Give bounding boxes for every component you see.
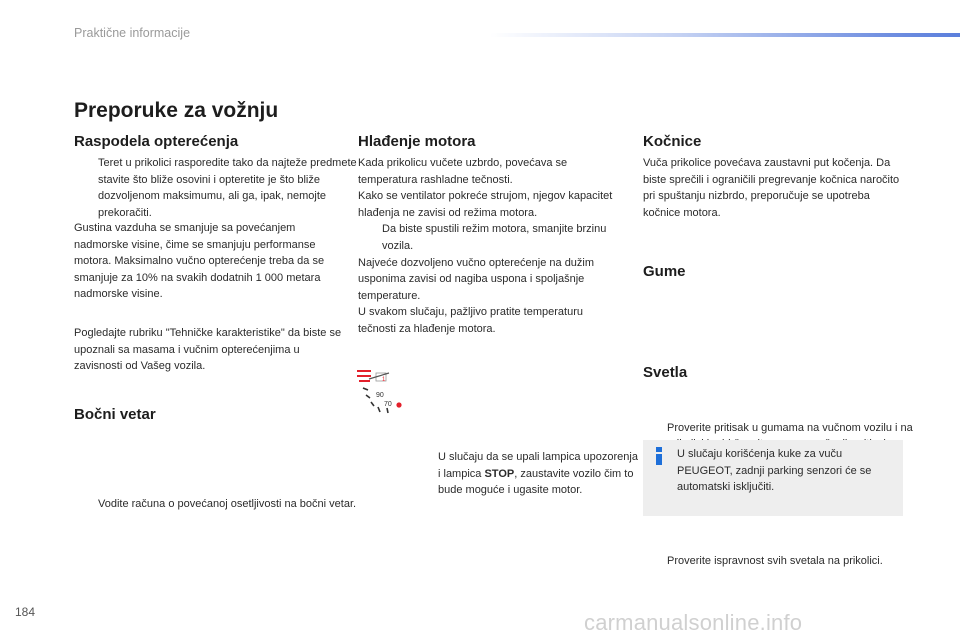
text-line: Kada prikolicu vučete uzbrdo, povećava se temperatura rashladne tečnosti. [358, 157, 568, 186]
bullet-text-post: , zaustavite vozilo čim to bude moguće i ugasite motor. [438, 467, 634, 497]
bullet-lights [643, 553, 907, 570]
info-note-text: U slučaju korišćenja kuke za vuču PEUGEOT, zadnji parking senzori će se automatski isključiti. [677, 448, 872, 494]
gauge-label-70: 70 [384, 401, 392, 408]
bullet-crosswind [74, 496, 363, 513]
section-heading-crosswind: Bočni vetar [74, 406, 156, 423]
temperature-gauge-icon [355, 365, 407, 415]
paragraph-air-density: Gustina vazduha se smanjuje sa povećanjem nadmorske visine, čime se smanjuju performanse motora. Maksimalno vučno opterećenje treba da se smanjuje za 10% na svakih dodatnih 1 000 metara nadmorske visine. [74, 222, 325, 301]
bullet-warning-stop [414, 449, 638, 499]
header-accent-bar [490, 33, 960, 37]
info-icon [653, 447, 665, 465]
bullet-text: Da biste spustili režim motora, smanjite brzinu vozila. [382, 223, 607, 252]
text-line: Kako se ventilator pokreće strujom, njegov kapacitet hlađenja ne zavisi od režima motora. [358, 190, 613, 219]
page-number: 184 [15, 605, 36, 619]
bullet-text: Proverite pritisak u gumama na vučnom vozilu i na [667, 421, 913, 434]
section-heading-tyres: Gume [643, 263, 686, 280]
bullet-load-distribution [74, 155, 363, 221]
section-heading-lights: Svetla [643, 364, 688, 381]
page-title: Preporuke za vožnju [74, 99, 279, 122]
bullet-text: Vodite računa o povećanoj osetljivosti na bočni vetar. [98, 498, 357, 511]
bullet-text: Proverite ispravnost svih svetala na prikolici. [667, 554, 883, 567]
paragraph-brakes: Vuča prikolice povećava zaustavni put kočenja. Da biste sprečili i ograničili pregrevanje kočnica naročito pri spuštanju nizbrdo, preporučuje se upotreba kočnice motora. [643, 157, 900, 219]
section-heading-brakes: Kočnice [643, 133, 702, 150]
gauge-label-90: 90 [376, 392, 384, 399]
bullet-text-pre: U slučaju da se upali lampica upozorenja i lampica [438, 450, 638, 480]
paragraph-cooling [358, 155, 623, 338]
section-heading-cooling: Hlađenje motora [358, 133, 476, 150]
watermark: carmanualsonline.info [584, 610, 803, 635]
text-line: U svakom slučaju, pažljivo pratite temperaturu tečnosti za hlađenje motora. [358, 306, 583, 335]
gauge-warning-dot [396, 402, 401, 407]
stop-label: STOP [484, 467, 515, 480]
gauge-label-top: 1 [382, 377, 386, 383]
paragraph-see-specs: Pogledajte rubriku "Tehničke karakteristike" da biste se upoznali sa masama i vučnim opterećenjima u zavisnosti od Vašeg vozila. [74, 327, 342, 373]
bullet-reduce-speed [358, 221, 623, 254]
text-line: Najveće dozvoljeno vučno opterećenje na dužim usponima zavisi od nagiba uspona i spoljašnje temperature. [358, 256, 595, 302]
bullet-text: Teret u prikolici rasporedite tako da najteže predmete stavite što bliže osovini i opteretite je što bliže dozvoljenom maksimumu, ali ga, ipak, nemojte prekoračiti. [98, 157, 357, 219]
section-heading-load: Raspodela opterećenja [74, 133, 239, 150]
header-title: Praktične informacije [74, 26, 191, 40]
